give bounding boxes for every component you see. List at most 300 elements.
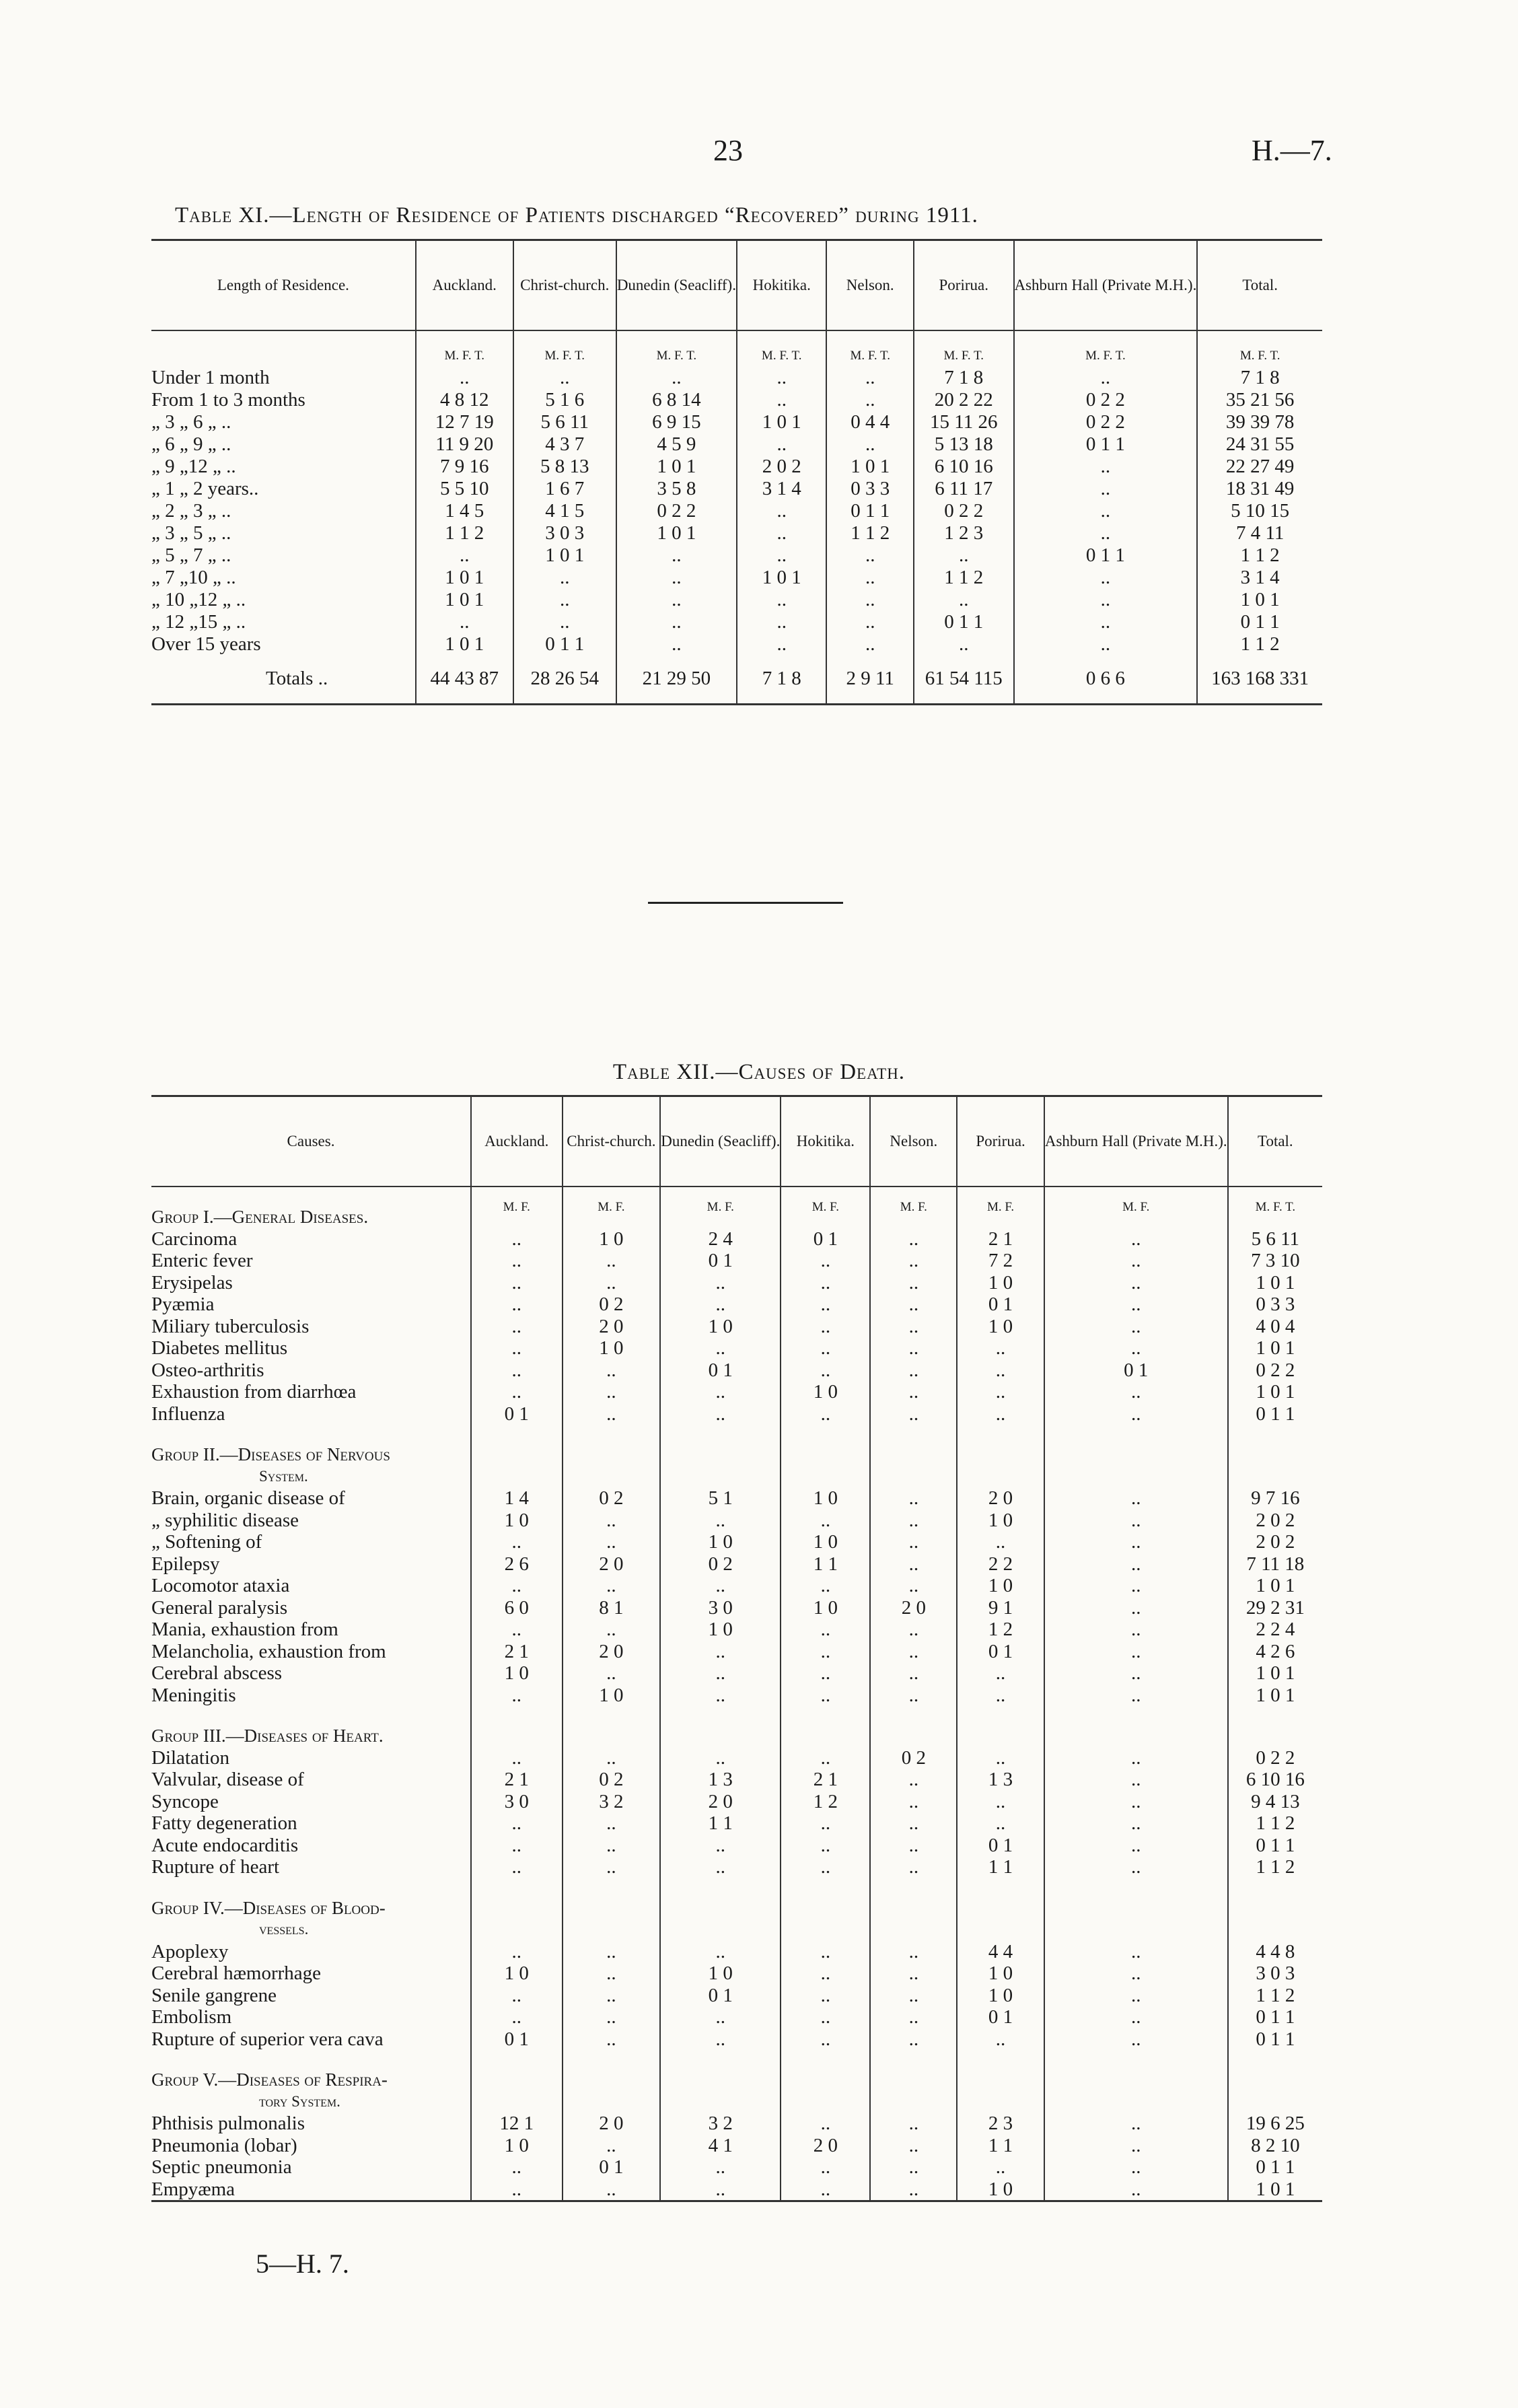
- group-title: Group III.—Diseases of Heart.: [151, 1706, 471, 1747]
- table-row: [151, 1272, 1322, 1294]
- mf-subheader: M. F.: [781, 1187, 870, 1228]
- data-cell: 1 0: [563, 1337, 661, 1359]
- totals-cell: 2 9 11: [826, 656, 914, 705]
- table-row: [151, 389, 1322, 411]
- document-code: H.—7.: [1252, 134, 1332, 167]
- data-cell: 3 0 3: [1256, 1962, 1295, 1984]
- data-cell: ..: [563, 1835, 661, 1857]
- data-cell: 1 0 1: [1256, 1684, 1295, 1706]
- table-row: [151, 1941, 1322, 1963]
- data-cell: 0 4 4: [826, 411, 914, 433]
- data-cell: 1 0: [471, 1510, 563, 1532]
- table-row: [151, 1228, 1322, 1250]
- table-row: [151, 1685, 1322, 1707]
- data-cell: 0 1: [563, 2156, 661, 2179]
- blank-cell: [870, 1919, 957, 1941]
- data-cell: 1 0: [957, 1272, 1044, 1294]
- data-cell: 0 1 1: [914, 611, 1014, 633]
- data-cell: ..: [563, 1856, 661, 1878]
- data-cell: ..: [870, 1619, 957, 1641]
- cause-label: Senile gangrene: [151, 1985, 471, 2007]
- data-cell: ..: [781, 1641, 870, 1663]
- data-cell: ..: [660, 2006, 781, 2028]
- blank-cell: [1044, 1919, 1228, 1941]
- data-cell: 0 2: [563, 1294, 661, 1316]
- group-title: Group I.—General Diseases.: [151, 1187, 471, 1228]
- row-label: „ 7 „10 „ ..: [151, 567, 416, 589]
- data-cell: 1 0: [957, 1316, 1044, 1338]
- data-cell: 1 1 2: [1256, 1812, 1295, 1834]
- data-cell: 1 0: [563, 1685, 661, 1707]
- data-cell: ..: [1044, 1835, 1228, 1857]
- data-cell: ..: [870, 1531, 957, 1553]
- blank-cell: [870, 1425, 957, 1466]
- data-cell: 15 11 26: [914, 411, 1014, 433]
- data-cell: 4 8 12: [416, 389, 513, 411]
- blank-cell: [957, 1706, 1044, 1747]
- data-cell: ..: [870, 1553, 957, 1575]
- data-cell: ..: [1044, 1597, 1228, 1619]
- data-cell: 4 1: [660, 2135, 781, 2157]
- data-cell: ..: [1044, 1487, 1228, 1510]
- data-cell: 7 11 18: [1246, 1553, 1305, 1575]
- blank-cell: [1228, 1919, 1322, 1941]
- data-cell: ..: [660, 2179, 781, 2201]
- data-cell: 1 0: [563, 1228, 661, 1250]
- row-label: „ 1 „ 2 years..: [151, 478, 416, 500]
- blank-cell: [660, 2091, 781, 2113]
- data-cell: 0 2 2: [1014, 389, 1198, 411]
- data-cell: ..: [1044, 1510, 1228, 1532]
- page-number: 23: [713, 134, 743, 167]
- data-cell: 6 9 15: [616, 411, 737, 433]
- data-cell: ..: [870, 1487, 957, 1510]
- data-cell: ..: [563, 2135, 661, 2157]
- data-cell: ..: [1044, 1962, 1228, 1985]
- blank-cell: [957, 1425, 1044, 1466]
- data-cell: 6 8 14: [616, 389, 737, 411]
- totals-cell: 7 1 8: [737, 656, 827, 705]
- data-cell: 1 1 2: [1256, 1984, 1295, 2006]
- data-cell: ..: [781, 1856, 870, 1878]
- data-cell: ..: [870, 1337, 957, 1359]
- data-cell: 0 2: [563, 1769, 661, 1791]
- data-cell: ..: [471, 1294, 563, 1316]
- data-cell: 7 1 8: [914, 367, 1014, 389]
- data-cell: 1 0 1: [1256, 1337, 1295, 1359]
- data-cell: 6 11 17: [914, 478, 1014, 500]
- table-row: [151, 1359, 1322, 1382]
- cause-label: Influenza: [151, 1403, 471, 1425]
- data-cell: ..: [1044, 1250, 1228, 1272]
- data-cell: ..: [957, 1403, 1044, 1425]
- table-row: [151, 1531, 1322, 1553]
- row-label: „ 2 „ 3 „ ..: [151, 500, 416, 522]
- data-cell: 4 5 9: [616, 433, 737, 456]
- table-row: [151, 2156, 1322, 2179]
- data-cell: 5 1 6: [513, 389, 616, 411]
- column-header: Nelson.: [826, 240, 914, 331]
- cause-label: Acute endocarditis: [151, 1835, 471, 1857]
- blank-cell: [471, 1706, 563, 1747]
- blank-cell: [563, 1919, 661, 1941]
- data-cell: ..: [1044, 1381, 1228, 1403]
- data-cell: 0 1: [660, 1359, 781, 1382]
- data-cell: ..: [660, 1856, 781, 1878]
- data-cell: ..: [781, 1337, 870, 1359]
- data-cell: ..: [870, 1941, 957, 1963]
- data-cell: 1 0: [471, 2135, 563, 2157]
- blank-cell: [660, 2050, 781, 2091]
- data-cell: 1 3: [957, 1769, 1044, 1791]
- data-cell: ..: [563, 1575, 661, 1597]
- data-cell: ..: [1044, 1641, 1228, 1663]
- blank-cell: [781, 1466, 870, 1488]
- table-row: [151, 1856, 1322, 1878]
- cause-label: Rupture of superior vera cava: [151, 2028, 471, 2051]
- data-cell: 1 2 3: [914, 522, 1014, 544]
- blank-cell: [471, 1919, 563, 1941]
- data-cell: ..: [1014, 500, 1198, 522]
- table-row: [151, 1812, 1322, 1835]
- data-cell: ..: [870, 1662, 957, 1685]
- data-cell: ..: [870, 1835, 957, 1857]
- group-row-cont: [151, 1919, 1322, 1941]
- cause-label: Miliary tuberculosis: [151, 1316, 471, 1338]
- data-cell: ..: [1044, 1531, 1228, 1553]
- mf-subheader: M. F.: [957, 1187, 1044, 1228]
- data-cell: ..: [471, 1941, 563, 1963]
- data-cell: ..: [781, 1359, 870, 1382]
- data-cell: 2 0: [957, 1487, 1044, 1510]
- cause-label: Valvular, disease of: [151, 1769, 471, 1791]
- blank-cell: [563, 1466, 661, 1488]
- data-cell: 1 1 2: [416, 522, 513, 544]
- data-cell: ..: [957, 1531, 1044, 1553]
- data-cell: ..: [914, 589, 1014, 611]
- data-cell: 0 1: [660, 1985, 781, 2007]
- data-cell: 0 1 1: [1256, 1403, 1295, 1425]
- table-row: [151, 500, 1322, 522]
- cause-label: „ Softening of: [151, 1531, 471, 1553]
- blank-cell: [1044, 1425, 1228, 1466]
- blank-cell: [151, 330, 416, 367]
- data-cell: ..: [781, 2156, 870, 2179]
- data-cell: ..: [471, 1381, 563, 1403]
- data-cell: ..: [957, 1812, 1044, 1835]
- table-row: [151, 1747, 1322, 1769]
- data-cell: ..: [737, 389, 827, 411]
- column-header: Porirua.: [914, 240, 1014, 331]
- column-header: Dunedin (Seacliff).: [660, 1096, 781, 1187]
- data-cell: ..: [826, 544, 914, 567]
- data-cell: ..: [1044, 1812, 1228, 1835]
- data-cell: 9 7 16: [1251, 1487, 1300, 1509]
- table-row: [151, 1662, 1322, 1685]
- data-cell: ..: [781, 1985, 870, 2007]
- data-cell: 1 0 1: [737, 567, 827, 589]
- data-cell: 2 0: [563, 1553, 661, 1575]
- data-cell: 0 1 1: [1256, 2006, 1295, 2028]
- table-row: [151, 633, 1322, 656]
- data-cell: 2 0: [660, 1791, 781, 1813]
- data-cell: ..: [471, 2156, 563, 2179]
- data-cell: 35 21 56: [1225, 389, 1295, 411]
- data-cell: ..: [471, 1685, 563, 1707]
- data-cell: 1 1: [660, 1812, 781, 1835]
- data-cell: 1 0 1: [1256, 2178, 1295, 2200]
- data-cell: ..: [957, 1791, 1044, 1813]
- row-label: From 1 to 3 months: [151, 389, 416, 411]
- data-cell: 0 1 1: [1256, 1834, 1295, 1856]
- row-label: „ 6 „ 9 „ ..: [151, 433, 416, 456]
- blank-cell: [781, 1878, 870, 1919]
- cause-label: Apoplexy: [151, 1941, 471, 1963]
- group-row: [151, 1878, 1322, 1919]
- data-cell: ..: [1044, 1985, 1228, 2007]
- data-cell: 2 2 4: [1256, 1619, 1295, 1640]
- totals-cell: 28 26 54: [513, 656, 616, 705]
- cause-label: Locomotor ataxia: [151, 1575, 471, 1597]
- column-header: Hokitika.: [737, 240, 827, 331]
- data-cell: ..: [416, 544, 513, 567]
- data-cell: 3 1 4: [1240, 567, 1280, 588]
- data-cell: ..: [781, 1403, 870, 1425]
- cause-label: Empyæma: [151, 2179, 471, 2201]
- data-cell: ..: [870, 2135, 957, 2157]
- table-row: [151, 1597, 1322, 1619]
- group-title: Group II.—Diseases of Nervous: [151, 1425, 471, 1466]
- data-cell: ..: [660, 1272, 781, 1294]
- table-row: [151, 1791, 1322, 1813]
- data-cell: 2 0: [870, 1597, 957, 1619]
- data-cell: 2 0: [781, 2135, 870, 2157]
- data-cell: 1 0: [660, 1619, 781, 1641]
- data-cell: 1 0: [781, 1597, 870, 1619]
- data-cell: 7 2: [957, 1250, 1044, 1272]
- blank-cell: [957, 2091, 1044, 2113]
- data-cell: 18 31 49: [1225, 478, 1295, 499]
- data-cell: 1 0: [660, 1962, 781, 1985]
- data-cell: 1 4: [471, 1487, 563, 1510]
- data-cell: 1 0 1: [616, 522, 737, 544]
- data-cell: ..: [826, 611, 914, 633]
- data-cell: ..: [660, 1662, 781, 1685]
- data-cell: ..: [563, 1510, 661, 1532]
- data-cell: ..: [563, 1747, 661, 1769]
- data-cell: 9 1: [957, 1597, 1044, 1619]
- data-cell: ..: [781, 1619, 870, 1641]
- blank-cell: [471, 2091, 563, 2113]
- data-cell: 22 27 49: [1225, 456, 1295, 477]
- data-cell: ..: [870, 1769, 957, 1791]
- data-cell: ..: [471, 1337, 563, 1359]
- blank-cell: [957, 1919, 1044, 1941]
- blank-cell: [1044, 1878, 1228, 1919]
- table-row: [151, 1835, 1322, 1857]
- totals-cell: 61 54 115: [914, 656, 1014, 705]
- data-cell: ..: [870, 1381, 957, 1403]
- data-cell: ..: [781, 1835, 870, 1857]
- data-cell: 1 1 2: [1256, 1856, 1295, 1878]
- mft-subheader: M. F. T.: [416, 330, 513, 367]
- data-cell: 1 0 1: [1256, 1381, 1295, 1403]
- data-cell: ..: [781, 1294, 870, 1316]
- data-cell: ..: [870, 1791, 957, 1813]
- data-cell: ..: [826, 389, 914, 411]
- data-cell: 1 0 1: [826, 456, 914, 478]
- table-row: [151, 1294, 1322, 1316]
- data-cell: ..: [737, 433, 827, 456]
- data-cell: ..: [914, 544, 1014, 567]
- data-cell: 1 0 1: [1240, 589, 1280, 610]
- data-cell: ..: [826, 633, 914, 656]
- data-cell: ..: [1044, 1403, 1228, 1425]
- cause-label: Embolism: [151, 2006, 471, 2028]
- data-cell: ..: [563, 1812, 661, 1835]
- totals-cell: 44 43 87: [416, 656, 513, 705]
- data-cell: ..: [616, 544, 737, 567]
- data-cell: ..: [870, 1812, 957, 1835]
- blank-cell: [660, 1706, 781, 1747]
- cause-label: General paralysis: [151, 1597, 471, 1619]
- data-cell: 4 4: [957, 1941, 1044, 1963]
- data-cell: ..: [957, 1337, 1044, 1359]
- table-row: [151, 1641, 1322, 1663]
- data-cell: ..: [660, 1641, 781, 1663]
- data-cell: ..: [1044, 1769, 1228, 1791]
- data-cell: ..: [471, 1835, 563, 1857]
- table-row: [151, 456, 1322, 478]
- data-cell: ..: [616, 567, 737, 589]
- data-cell: ..: [563, 1272, 661, 1294]
- row-label: „ 10 „12 „ ..: [151, 589, 416, 611]
- data-cell: ..: [781, 2113, 870, 2135]
- data-cell: 4 1 5: [513, 500, 616, 522]
- cause-label: Septic pneumonia: [151, 2156, 471, 2179]
- blank-cell: [957, 1466, 1044, 1488]
- data-cell: 1 0: [957, 1962, 1044, 1985]
- data-cell: 1 1 2: [1240, 544, 1280, 566]
- data-cell: ..: [513, 611, 616, 633]
- data-cell: ..: [616, 367, 737, 389]
- data-cell: 39 39 78: [1225, 411, 1295, 433]
- data-cell: 1 0: [660, 1531, 781, 1553]
- cause-label: Fatty degeneration: [151, 1812, 471, 1835]
- data-cell: 0 1: [957, 1294, 1044, 1316]
- data-cell: ..: [1044, 1294, 1228, 1316]
- data-cell: ..: [870, 1985, 957, 2007]
- data-cell: 3 2: [660, 2113, 781, 2135]
- table-row: [151, 1985, 1322, 2007]
- table-row: [151, 2113, 1322, 2135]
- data-cell: 0 2 2: [1256, 1746, 1295, 1769]
- blank-cell: [563, 1878, 661, 1919]
- column-header: Auckland.: [471, 1096, 563, 1187]
- blank-cell: [660, 1878, 781, 1919]
- cause-label: Cerebral hæmorrhage: [151, 1962, 471, 1985]
- data-cell: ..: [870, 1962, 957, 1985]
- data-cell: ..: [1014, 611, 1198, 633]
- cause-label: Brain, organic disease of: [151, 1487, 471, 1510]
- data-cell: ..: [563, 2028, 661, 2051]
- column-header: Dunedin (Seacliff).: [616, 240, 737, 331]
- data-cell: ..: [1014, 522, 1198, 544]
- data-cell: ..: [870, 1359, 957, 1382]
- data-cell: 24 31 55: [1225, 433, 1295, 455]
- cause-label: „ syphilitic disease: [151, 1510, 471, 1532]
- table-row: [151, 2006, 1322, 2028]
- table-row: [151, 1769, 1322, 1791]
- group-title: Group V.—Diseases of Respira-: [151, 2050, 471, 2091]
- data-cell: 9 4 13: [1251, 1790, 1300, 1812]
- column-header: Length of Residence.: [151, 240, 416, 331]
- data-cell: ..: [1044, 1553, 1228, 1575]
- data-cell: 1 1 2: [914, 567, 1014, 589]
- blank-cell: [870, 1466, 957, 1488]
- table-row: [151, 411, 1322, 433]
- row-label: „ 3 „ 5 „ ..: [151, 522, 416, 544]
- data-cell: 3 0: [660, 1597, 781, 1619]
- mf-subheader: M. F.: [1044, 1187, 1228, 1228]
- data-cell: 1 0: [957, 1575, 1044, 1597]
- data-cell: ..: [660, 1685, 781, 1707]
- data-cell: 19 6 25: [1245, 2113, 1305, 2134]
- data-cell: 0 1: [957, 1835, 1044, 1857]
- data-cell: ..: [870, 1685, 957, 1707]
- data-cell: ..: [781, 1510, 870, 1532]
- data-cell: 1 4 5: [416, 500, 513, 522]
- data-cell: 2 1: [781, 1769, 870, 1791]
- blank-cell: [1228, 1425, 1322, 1466]
- column-header: Total.: [1228, 1096, 1322, 1187]
- mf-subheader: M. F.: [870, 1187, 957, 1228]
- blank-cell: [870, 1706, 957, 1747]
- data-cell: ..: [957, 2156, 1044, 2179]
- mft-subheader: M. F. T.: [616, 330, 737, 367]
- column-header: Christ-church.: [513, 240, 616, 331]
- blank-cell: [1228, 2091, 1322, 2113]
- mft-subheader: M. F. T.: [737, 330, 827, 367]
- mft-subheader: M. F. T.: [1239, 349, 1280, 363]
- table-row: [151, 2135, 1322, 2157]
- data-cell: ..: [870, 1228, 957, 1250]
- data-cell: ..: [870, 2179, 957, 2201]
- data-cell: 0 1 1: [1256, 2028, 1295, 2050]
- data-cell: 2 0 2: [1256, 1509, 1295, 1531]
- data-cell: ..: [870, 1250, 957, 1272]
- data-cell: 1 0: [781, 1487, 870, 1510]
- group-row: [151, 1425, 1322, 1466]
- column-header: Total.: [1197, 240, 1322, 331]
- group-row: [151, 1706, 1322, 1747]
- data-cell: 1 0 1: [1256, 1271, 1295, 1294]
- data-cell: ..: [471, 2179, 563, 2201]
- cause-label: Syncope: [151, 1791, 471, 1813]
- data-cell: ..: [781, 2028, 870, 2051]
- totals-cell: 163 168 331: [1211, 668, 1309, 689]
- data-cell: ..: [471, 1856, 563, 1878]
- table-xii-title: Table XII.—Causes of Death.: [612, 1060, 906, 1084]
- data-cell: 1 2: [957, 1619, 1044, 1641]
- data-cell: 3 5 8: [616, 478, 737, 500]
- cause-label: Enteric fever: [151, 1250, 471, 1272]
- data-cell: 0 1: [1044, 1359, 1228, 1382]
- group-row-cont: [151, 2091, 1322, 2113]
- data-cell: 2 4: [660, 1228, 781, 1250]
- data-cell: 3 0 3: [513, 522, 616, 544]
- data-cell: ..: [1014, 478, 1198, 500]
